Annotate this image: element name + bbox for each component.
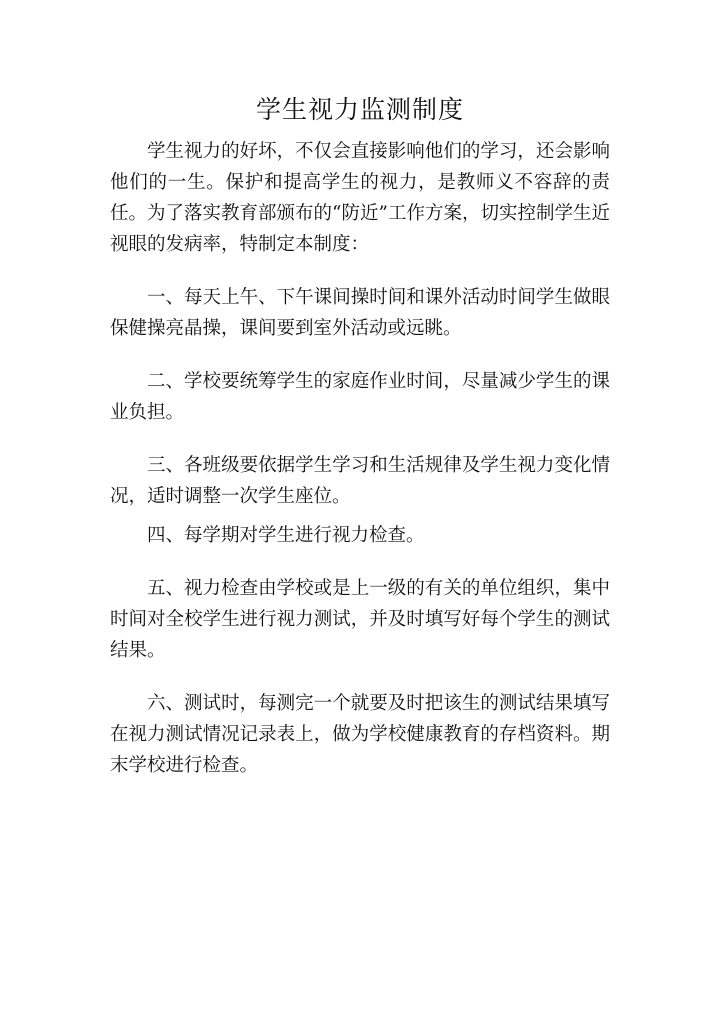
rule-item-3: 三、各班级要依据学生学习和生活规律及学生视力变化情况，适时调整一次学生座位。: [110, 455, 610, 507]
rule-item-4: 四、每学期对学生进行视力检查。: [147, 525, 425, 546]
rule-item-1: 一、每天上午、下午课间操时间和课外活动时间学生做眼保健操亮晶操，课间要到室外活动或远眺。: [110, 287, 610, 339]
rule-item-2: 二、学校要统筹学生的家庭作业时间，尽量减少学生的课业负担。: [110, 371, 610, 423]
rule-item-6: 六、测试时，每测完一个就要及时把该生的测试结果填写在视力测试情况记录表上，做为学校健康教育的存档资料。期末学校进行检查。: [110, 693, 610, 776]
intro-paragraph: 学生视力的好坏，不仅会直接影响他们的学习，还会影响他们的一生。保护和提高学生的视力，是教师义不容辞的责任。为了落实教育部颁布的“防近”工作方案，切实控制学生近视眼的发病率，特制定本制度：: [110, 141, 610, 255]
document-title: 学生视力监测制度: [255, 95, 464, 124]
document-body: [110, 136, 610, 781]
rule-item-5: 五、视力检查由学校或是上一级的有关的单位组织，集中时间对全校学生进行视力测试，并及时填写好每个学生的测试结果。: [110, 578, 610, 661]
